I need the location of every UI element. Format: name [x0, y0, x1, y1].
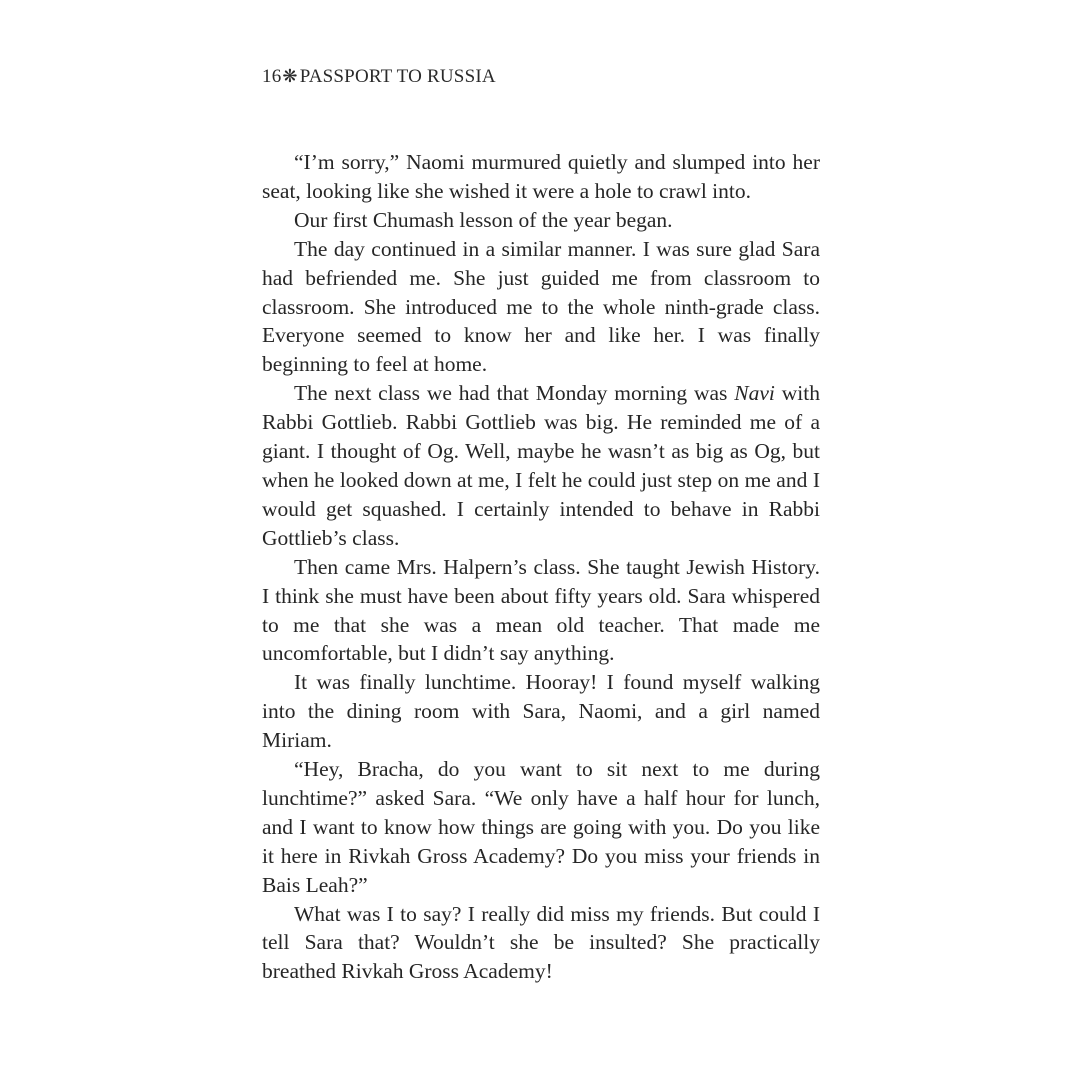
paragraph-3: The day continued in a similar manner. I was sure glad Sara had befriended me. She just guided me from classroom to classroom. She introduced me to the whole ninth-grade class. Everyone seemed to know her and like her. I was finally beginning to feel at home. [262, 236, 820, 377]
paragraph-6: It was finally lunchtime. Hooray! I found myself walking into the dining room with Sara, Naomi, and a girl named Miriam. [262, 670, 820, 753]
body-text [262, 148, 820, 986]
paragraph-7: “Hey, Bracha, do you want to sit next to me during lunchtime?” asked Sara. “We only have a half hour for lunch, and I want to know how things are going with you. Do you like it here in Rivkah Gross Academy? Do you miss your friends in Bais Leah?” [262, 757, 820, 897]
paragraph-8: What was I to say? I really did miss my friends. But could I tell Sara that? Wouldn’t she be insulted? She practically breathed Rivkah Gross Academy! [262, 901, 820, 984]
paragraph-4-before: The next class we had that Monday morning was [294, 381, 735, 406]
paragraph-5: Then came Mrs. Halpern’s class. She taught Jewish History. I think she must have been about fifty years old. Sara whispered to me that she was a mean old teacher. That made me uncomfortable, but I didn’t say anything. [262, 554, 820, 666]
paragraph-4-italic: Navi [734, 381, 775, 406]
running-header [262, 62, 820, 90]
snowflake-ornament-icon: ❋ [282, 66, 298, 86]
book-page [262, 62, 820, 986]
paragraph-1: “I’m sorry,” Naomi murmured quietly and slumped into her seat, looking like she wished it were a hole to crawl into. [262, 150, 820, 203]
paragraph-4-after: with Rabbi Gottlieb. Rabbi Gottlieb was big. He reminded me of a giant. I thought of Og. Well, maybe he wasn’t as big as Og, but when he looked down at me, I felt he could just step on me and I would get squashed. I certainly intended to behave in Rabbi Gottlieb’s class. [262, 381, 820, 550]
running-title: PASSPORT TO RUSSIA [299, 66, 496, 87]
paragraph-4 [262, 379, 820, 552]
paragraph-2: Our first Chumash lesson of the year began. [294, 207, 673, 232]
page-number: 16 [262, 66, 282, 87]
